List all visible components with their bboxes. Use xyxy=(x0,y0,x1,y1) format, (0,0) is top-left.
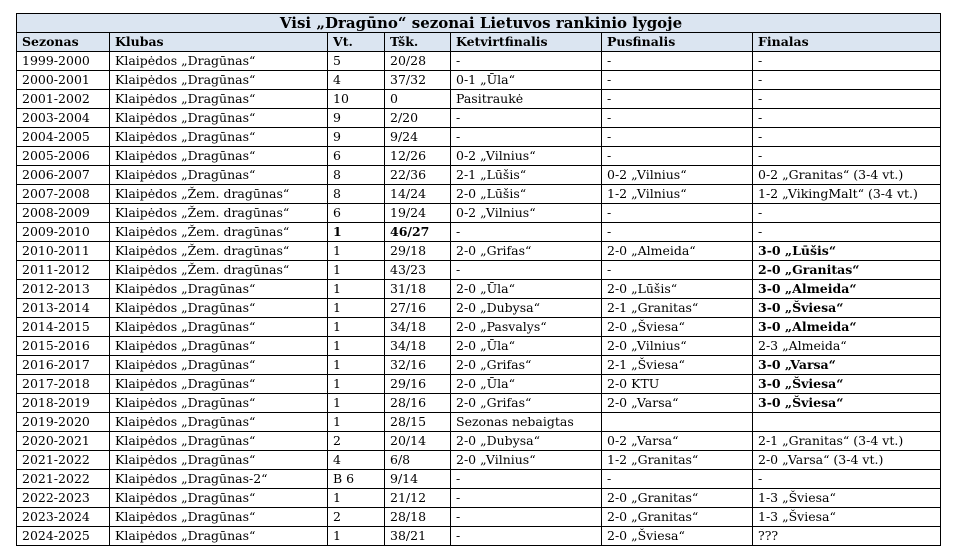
club-cell: Klaipėdos „Dragūnas“ xyxy=(110,394,328,413)
table-row xyxy=(17,223,941,242)
season-cell: 2010-2011 xyxy=(17,242,110,261)
semifinal-cell: 2-1 „Šviesa“ xyxy=(602,356,753,375)
season-cell: 2016-2017 xyxy=(17,356,110,375)
quarterfinal-cell: 0-1 „Ūla“ xyxy=(451,71,602,90)
season-cell: 2011-2012 xyxy=(17,261,110,280)
points-cell: 43/23 xyxy=(385,261,451,280)
semifinal-cell: 1-2 „Vilnius“ xyxy=(602,185,753,204)
table-row xyxy=(17,71,941,90)
club-cell: Klaipėdos „Dragūnas-2“ xyxy=(110,470,328,489)
points-cell: 27/16 xyxy=(385,299,451,318)
quarterfinal-cell: 2-0 „Grifas“ xyxy=(451,242,602,261)
semifinal-cell: 2-0 „Varsa“ xyxy=(602,394,753,413)
place-cell: 1 xyxy=(328,299,385,318)
quarterfinal-cell: Sezonas nebaigtas xyxy=(451,413,602,432)
final-cell: - xyxy=(753,204,941,223)
final-cell: - xyxy=(753,147,941,166)
club-cell: Klaipėdos „Dragūnas“ xyxy=(110,356,328,375)
quarterfinal-cell: 0-2 „Vilnius“ xyxy=(451,204,602,223)
points-cell: 34/18 xyxy=(385,318,451,337)
club-cell: Klaipėdos „Dragūnas“ xyxy=(110,147,328,166)
points-cell: 37/32 xyxy=(385,71,451,90)
club-cell: Klaipėdos „Dragūnas“ xyxy=(110,508,328,527)
quarterfinal-cell: 2-0 „Grifas“ xyxy=(451,356,602,375)
quarterfinal-cell: Pasitraukė xyxy=(451,90,602,109)
points-cell: 46/27 xyxy=(385,223,451,242)
place-cell: 1 xyxy=(328,527,385,546)
semifinal-cell: 2-0 „Vilnius“ xyxy=(602,337,753,356)
semifinal-cell: 2-0 „Lūšis“ xyxy=(602,280,753,299)
quarterfinal-cell: - xyxy=(451,109,602,128)
header-season: Sezonas xyxy=(17,33,110,52)
header-club: Klubas xyxy=(110,33,328,52)
season-cell: 2006-2007 xyxy=(17,166,110,185)
final-cell: 0-2 „Granitas“ (3-4 vt.) xyxy=(753,166,941,185)
club-cell: Klaipėdos „Žem. dragūnas“ xyxy=(110,204,328,223)
semifinal-cell: - xyxy=(602,223,753,242)
final-cell: 2-0 „Granitas“ xyxy=(753,261,941,280)
season-cell: 2004-2005 xyxy=(17,128,110,147)
table-row xyxy=(17,318,941,337)
points-cell: 29/16 xyxy=(385,375,451,394)
points-cell: 6/8 xyxy=(385,451,451,470)
final-cell: ??? xyxy=(753,527,941,546)
place-cell: 1 xyxy=(328,375,385,394)
club-cell: Klaipėdos „Žem. dragūnas“ xyxy=(110,242,328,261)
table-row xyxy=(17,128,941,147)
table-row xyxy=(17,527,941,546)
place-cell: 1 xyxy=(328,489,385,508)
quarterfinal-cell: 2-0 „Grifas“ xyxy=(451,394,602,413)
season-cell: 2012-2013 xyxy=(17,280,110,299)
semifinal-cell: 2-1 „Granitas“ xyxy=(602,299,753,318)
points-cell: 28/18 xyxy=(385,508,451,527)
place-cell: 1 xyxy=(328,261,385,280)
club-cell: Klaipėdos „Dragūnas“ xyxy=(110,71,328,90)
table-row xyxy=(17,204,941,223)
final-cell: - xyxy=(753,109,941,128)
club-cell: Klaipėdos „Dragūnas“ xyxy=(110,280,328,299)
header-place: Vt. xyxy=(328,33,385,52)
final-cell: - xyxy=(753,128,941,147)
points-cell: 38/21 xyxy=(385,527,451,546)
points-cell: 28/15 xyxy=(385,413,451,432)
final-cell: 3-0 „Lūšis“ xyxy=(753,242,941,261)
place-cell: B 6 xyxy=(328,470,385,489)
points-cell: 9/24 xyxy=(385,128,451,147)
club-cell: Klaipėdos „Dragūnas“ xyxy=(110,451,328,470)
season-cell: 2003-2004 xyxy=(17,109,110,128)
season-cell: 2020-2021 xyxy=(17,432,110,451)
semifinal-cell: 2-0 „Šviesa“ xyxy=(602,527,753,546)
semifinal-cell: 1-2 „Granitas“ xyxy=(602,451,753,470)
quarterfinal-cell: - xyxy=(451,489,602,508)
place-cell: 10 xyxy=(328,90,385,109)
table-row xyxy=(17,185,941,204)
season-cell: 2000-2001 xyxy=(17,71,110,90)
semifinal-cell: - xyxy=(602,147,753,166)
table-title: Visi „Dragūno“ sezonai Lietuvos rankinio lygoje xyxy=(17,14,941,33)
table-row xyxy=(17,451,941,470)
place-cell: 8 xyxy=(328,185,385,204)
points-cell: 22/36 xyxy=(385,166,451,185)
semifinal-cell: 2-0 KTU xyxy=(602,375,753,394)
season-cell: 1999-2000 xyxy=(17,52,110,71)
points-cell: 19/24 xyxy=(385,204,451,223)
semifinal-cell: - xyxy=(602,470,753,489)
table-row xyxy=(17,261,941,280)
table-row xyxy=(17,166,941,185)
semifinal-cell: - xyxy=(602,128,753,147)
table-row xyxy=(17,432,941,451)
table-row xyxy=(17,413,941,432)
season-cell: 2013-2014 xyxy=(17,299,110,318)
quarterfinal-cell: 2-0 „Dubysa“ xyxy=(451,432,602,451)
quarterfinal-cell: - xyxy=(451,508,602,527)
place-cell: 1 xyxy=(328,356,385,375)
quarterfinal-cell: 2-0 „Ūla“ xyxy=(451,375,602,394)
final-cell: - xyxy=(753,52,941,71)
club-cell: Klaipėdos „Dragūnas“ xyxy=(110,90,328,109)
semifinal-cell xyxy=(602,413,753,432)
points-cell: 14/24 xyxy=(385,185,451,204)
club-cell: Klaipėdos „Dragūnas“ xyxy=(110,375,328,394)
place-cell: 6 xyxy=(328,204,385,223)
semifinal-cell: 2-0 „Granitas“ xyxy=(602,508,753,527)
season-cell: 2008-2009 xyxy=(17,204,110,223)
semifinal-cell: 2-0 „Šviesa“ xyxy=(602,318,753,337)
header-row xyxy=(17,33,941,52)
points-cell: 9/14 xyxy=(385,470,451,489)
final-cell: 1-3 „Šviesa“ xyxy=(753,508,941,527)
place-cell: 6 xyxy=(328,147,385,166)
quarterfinal-cell: 2-1 „Lūšis“ xyxy=(451,166,602,185)
place-cell: 5 xyxy=(328,52,385,71)
season-cell: 2024-2025 xyxy=(17,527,110,546)
quarterfinal-cell: - xyxy=(451,527,602,546)
final-cell: 3-0 „Šviesa“ xyxy=(753,394,941,413)
quarterfinal-cell: 2-0 „Dubysa“ xyxy=(451,299,602,318)
club-cell: Klaipėdos „Žem. dragūnas“ xyxy=(110,261,328,280)
season-cell: 2005-2006 xyxy=(17,147,110,166)
header-quarterfinal: Ketvirtfinalis xyxy=(451,33,602,52)
table-row xyxy=(17,375,941,394)
points-cell: 2/20 xyxy=(385,109,451,128)
club-cell: Klaipėdos „Dragūnas“ xyxy=(110,166,328,185)
final-cell: 2-1 „Granitas“ (3-4 vt.) xyxy=(753,432,941,451)
quarterfinal-cell: 0-2 „Vilnius“ xyxy=(451,147,602,166)
table-row xyxy=(17,470,941,489)
header-final: Finalas xyxy=(753,33,941,52)
final-cell: 1-2 „VikingMalt“ (3-4 vt.) xyxy=(753,185,941,204)
place-cell: 4 xyxy=(328,451,385,470)
points-cell: 28/16 xyxy=(385,394,451,413)
season-cell: 2019-2020 xyxy=(17,413,110,432)
table-row xyxy=(17,147,941,166)
points-cell: 0 xyxy=(385,90,451,109)
table-row xyxy=(17,109,941,128)
season-cell: 2014-2015 xyxy=(17,318,110,337)
semifinal-cell: - xyxy=(602,90,753,109)
points-cell: 21/12 xyxy=(385,489,451,508)
club-cell: Klaipėdos „Dragūnas“ xyxy=(110,128,328,147)
points-cell: 34/18 xyxy=(385,337,451,356)
table-row xyxy=(17,242,941,261)
place-cell: 1 xyxy=(328,223,385,242)
club-cell: Klaipėdos „Dragūnas“ xyxy=(110,489,328,508)
quarterfinal-cell: 2-0 „Ūla“ xyxy=(451,337,602,356)
season-cell: 2018-2019 xyxy=(17,394,110,413)
points-cell: 31/18 xyxy=(385,280,451,299)
table-row xyxy=(17,356,941,375)
final-cell: 2-0 „Varsa“ (3-4 vt.) xyxy=(753,451,941,470)
semifinal-cell: - xyxy=(602,71,753,90)
final-cell: 3-0 „Almeida“ xyxy=(753,280,941,299)
place-cell: 1 xyxy=(328,242,385,261)
table-row xyxy=(17,508,941,527)
header-semifinal: Pusfinalis xyxy=(602,33,753,52)
club-cell: Klaipėdos „Dragūnas“ xyxy=(110,337,328,356)
final-cell: 1-3 „Šviesa“ xyxy=(753,489,941,508)
semifinal-cell: 2-0 „Granitas“ xyxy=(602,489,753,508)
final-cell: - xyxy=(753,71,941,90)
table-row xyxy=(17,90,941,109)
points-cell: 29/18 xyxy=(385,242,451,261)
quarterfinal-cell: - xyxy=(451,470,602,489)
season-cell: 2015-2016 xyxy=(17,337,110,356)
place-cell: 9 xyxy=(328,128,385,147)
season-cell: 2021-2022 xyxy=(17,470,110,489)
club-cell: Klaipėdos „Žem. dragūnas“ xyxy=(110,223,328,242)
season-cell: 2023-2024 xyxy=(17,508,110,527)
semifinal-cell: - xyxy=(602,204,753,223)
place-cell: 1 xyxy=(328,337,385,356)
points-cell: 20/14 xyxy=(385,432,451,451)
quarterfinal-cell: - xyxy=(451,52,602,71)
table-row xyxy=(17,280,941,299)
points-cell: 32/16 xyxy=(385,356,451,375)
season-cell: 2007-2008 xyxy=(17,185,110,204)
quarterfinal-cell: - xyxy=(451,128,602,147)
final-cell: 3-0 „Šviesa“ xyxy=(753,375,941,394)
final-cell: - xyxy=(753,470,941,489)
club-cell: Klaipėdos „Dragūnas“ xyxy=(110,432,328,451)
club-cell: Klaipėdos „Dragūnas“ xyxy=(110,413,328,432)
place-cell: 2 xyxy=(328,508,385,527)
season-cell: 2009-2010 xyxy=(17,223,110,242)
table-row xyxy=(17,299,941,318)
points-cell: 20/28 xyxy=(385,52,451,71)
final-cell: - xyxy=(753,90,941,109)
final-cell xyxy=(753,413,941,432)
final-cell: 3-0 „Almeida“ xyxy=(753,318,941,337)
place-cell: 2 xyxy=(328,432,385,451)
semifinal-cell: - xyxy=(602,52,753,71)
club-cell: Klaipėdos „Žem. dragūnas“ xyxy=(110,185,328,204)
place-cell: 4 xyxy=(328,71,385,90)
points-cell: 12/26 xyxy=(385,147,451,166)
place-cell: 1 xyxy=(328,394,385,413)
seasons-table xyxy=(16,13,941,546)
place-cell: 1 xyxy=(328,280,385,299)
place-cell: 1 xyxy=(328,413,385,432)
final-cell: 3-0 „Šviesa“ xyxy=(753,299,941,318)
season-cell: 2021-2022 xyxy=(17,451,110,470)
quarterfinal-cell: 2-0 „Pasvalys“ xyxy=(451,318,602,337)
season-cell: 2001-2002 xyxy=(17,90,110,109)
table-row xyxy=(17,394,941,413)
final-cell: 2-3 „Almeida“ xyxy=(753,337,941,356)
table-row xyxy=(17,337,941,356)
quarterfinal-cell: 2-0 „Lūšis“ xyxy=(451,185,602,204)
place-cell: 8 xyxy=(328,166,385,185)
semifinal-cell: 2-0 „Almeida“ xyxy=(602,242,753,261)
table-row xyxy=(17,52,941,71)
place-cell: 9 xyxy=(328,109,385,128)
season-cell: 2017-2018 xyxy=(17,375,110,394)
club-cell: Klaipėdos „Dragūnas“ xyxy=(110,109,328,128)
club-cell: Klaipėdos „Dragūnas“ xyxy=(110,52,328,71)
quarterfinal-cell: 2-0 „Vilnius“ xyxy=(451,451,602,470)
semifinal-cell: 0-2 „Vilnius“ xyxy=(602,166,753,185)
club-cell: Klaipėdos „Dragūnas“ xyxy=(110,527,328,546)
club-cell: Klaipėdos „Dragūnas“ xyxy=(110,318,328,337)
quarterfinal-cell: - xyxy=(451,223,602,242)
season-cell: 2022-2023 xyxy=(17,489,110,508)
quarterfinal-cell: - xyxy=(451,261,602,280)
header-points: Tšk. xyxy=(385,33,451,52)
quarterfinal-cell: 2-0 „Ūla“ xyxy=(451,280,602,299)
semifinal-cell: - xyxy=(602,261,753,280)
table-row xyxy=(17,489,941,508)
final-cell: 3-0 „Varsa“ xyxy=(753,356,941,375)
semifinal-cell: - xyxy=(602,109,753,128)
place-cell: 1 xyxy=(328,318,385,337)
club-cell: Klaipėdos „Dragūnas“ xyxy=(110,299,328,318)
final-cell: - xyxy=(753,223,941,242)
semifinal-cell: 0-2 „Varsa“ xyxy=(602,432,753,451)
